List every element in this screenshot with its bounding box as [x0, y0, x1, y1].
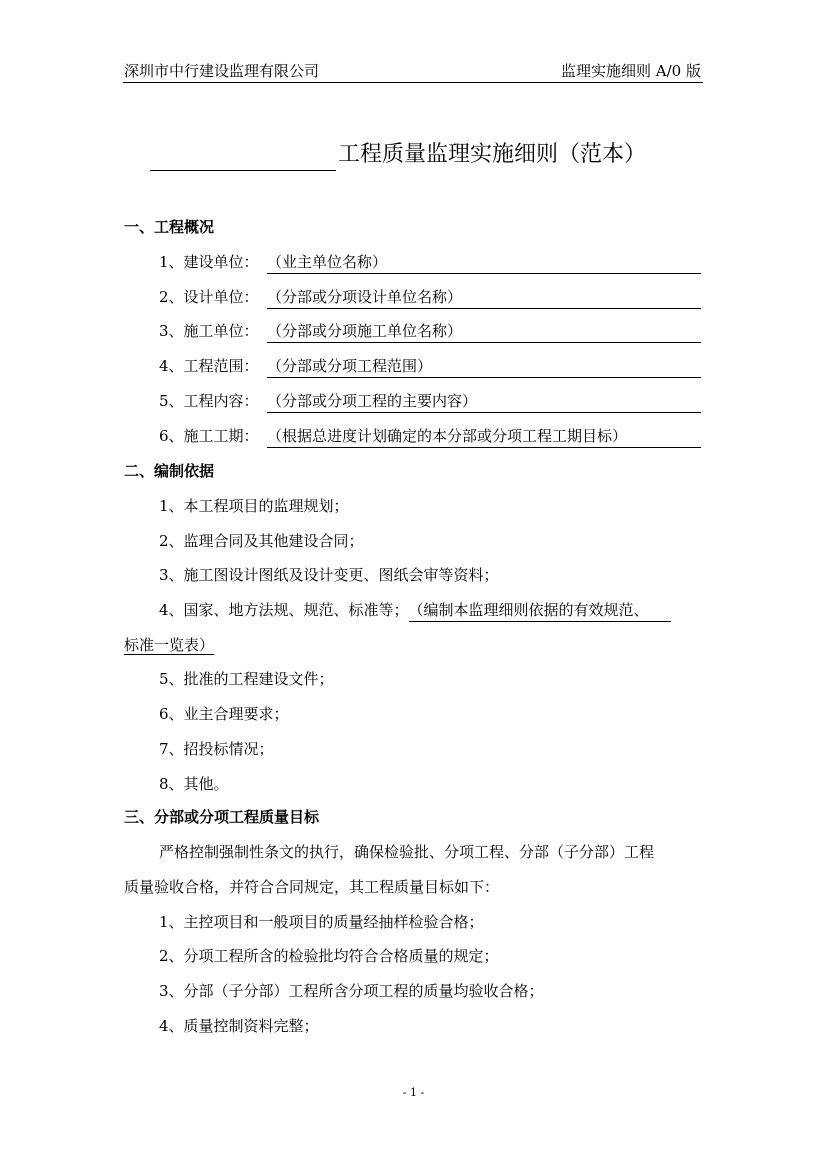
- list-item-prefix: 4、国家、地方法规、规范、标准等；: [159, 601, 409, 619]
- header-doc-version: 监理实施细则 A/0 版: [561, 62, 701, 80]
- list-item: 2、监理合同及其他建设合同；: [159, 532, 364, 550]
- list-item: 1、主控项目和一般项目的质量经抽样检验合格；: [159, 913, 484, 931]
- list-item: 4、工程范围：: [159, 357, 259, 375]
- list-item-value: （分部或分项设计单位名称）: [267, 288, 463, 306]
- list-item: 5、工程内容：: [159, 392, 259, 410]
- list-item: 4、质量控制资料完整；: [159, 1017, 319, 1035]
- section2-heading: 二、编制依据: [124, 462, 215, 480]
- list-item-value: （根据总进度计划确定的本分部或分项工程工期目标）: [267, 427, 628, 445]
- list-item-value: （分部或分项施工单位名称）: [267, 322, 463, 340]
- list-item: 5、批准的工程建设文件；: [159, 670, 334, 688]
- list-item-underlined: 标准一览表）: [124, 636, 215, 654]
- list-item: 1、建设单位：: [159, 253, 259, 271]
- list-item-underlined: （编制本监理细则依据的有效规范、: [409, 599, 671, 622]
- list-item: 3、施工图设计图纸及设计变更、图纸会审等资料；: [159, 566, 499, 584]
- header-company: 深圳市中行建设监理有限公司: [124, 62, 320, 80]
- page-title: [150, 139, 646, 171]
- list-item: [159, 599, 671, 622]
- list-item: 7、招投标情况；: [159, 740, 274, 758]
- section1-heading: 一、工程概况: [124, 218, 215, 236]
- title-blank-line: [150, 144, 336, 171]
- list-item: 3、分部（子分部）工程所含分项工程的质量均验收合格；: [159, 982, 544, 1000]
- page-number: - 1 -: [402, 1086, 425, 1099]
- header-divider: [123, 82, 703, 83]
- paragraph-line: 质量验收合格，并符合合同规定，其工程质量目标如下：: [124, 878, 500, 896]
- list-item-value: （分部或分项工程的主要内容）: [267, 392, 478, 410]
- list-item-value: （分部或分项工程范围）: [267, 357, 433, 375]
- paragraph-line: 严格控制强制性条文的执行，确保检验批、分项工程、分部（子分部）工程: [159, 843, 655, 861]
- list-item-continuation: [124, 634, 214, 656]
- list-item: 2、分项工程所含的检验批均符合合格质量的规定；: [159, 947, 499, 965]
- list-item: 2、设计单位：: [159, 288, 259, 306]
- list-item: 1、本工程项目的监理规划；: [159, 497, 349, 515]
- list-item: 6、施工工期：: [159, 427, 259, 445]
- list-item: 6、业主合理要求；: [159, 705, 289, 723]
- section3-heading: 三、分部或分项工程质量目标: [124, 808, 320, 826]
- list-item: 8、其他。: [159, 775, 229, 793]
- title-text: 工程质量监理实施细则（范本）: [338, 142, 647, 167]
- list-item-value: （业主单位名称）: [267, 253, 388, 271]
- list-item: 3、施工单位：: [159, 322, 259, 340]
